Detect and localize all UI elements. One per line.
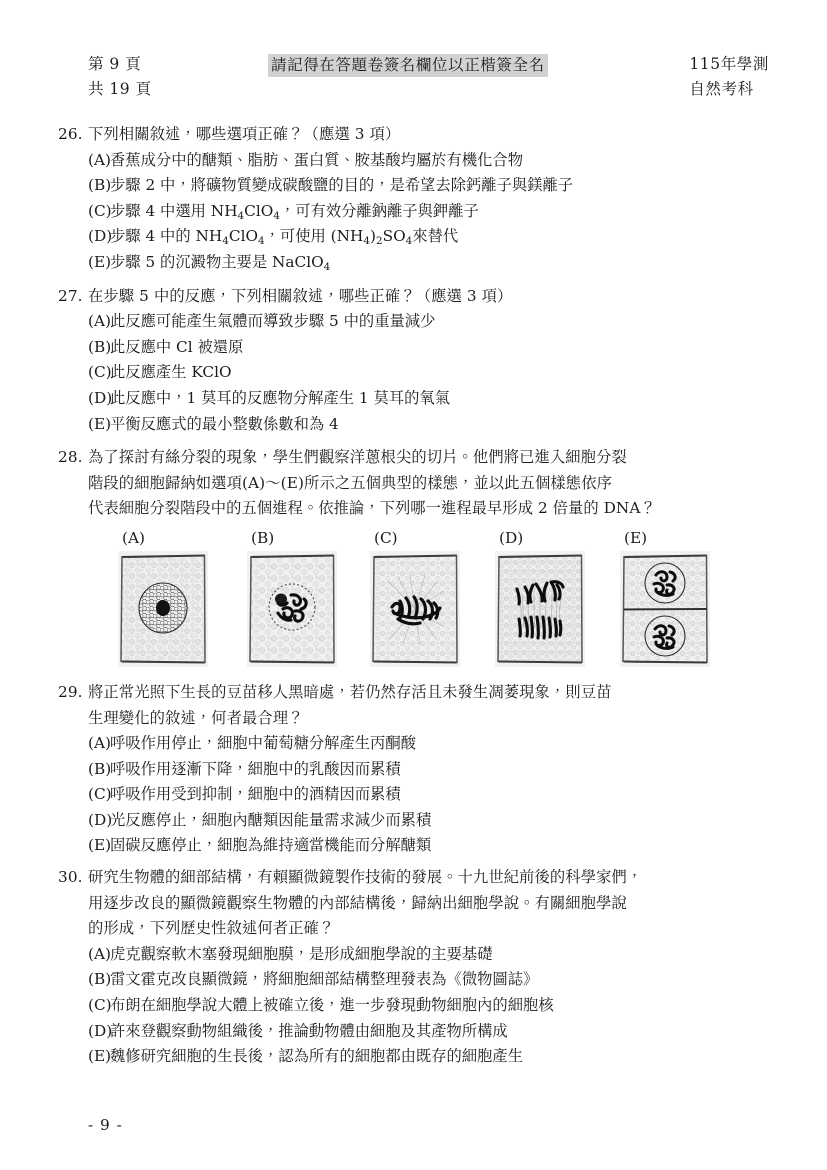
cell-diagram-interphase (118, 551, 208, 667)
option-27-b[interactable] (88, 335, 769, 361)
option-26-e[interactable] (88, 250, 769, 276)
mitosis-figure-row (0, 528, 827, 680)
cell-svg-e (620, 551, 710, 667)
question-28-stem-line-2: 階段的細胞歸納如選項(A)～(E)所示之五個典型的樣態，並以此五個樣態依序 (88, 473, 612, 492)
mitosis-figure-b-label: (B) (251, 528, 275, 547)
option-29-c-tag: (C) (88, 785, 112, 804)
question-26-stem (58, 122, 769, 148)
option-29-a[interactable] (88, 731, 769, 757)
question-26-options (88, 148, 769, 276)
exam-year-label: 115年學測 (689, 55, 769, 73)
cell-svg-c (370, 551, 460, 667)
cell-svg-a (118, 551, 208, 667)
option-29-c[interactable] (88, 782, 769, 808)
option-29-d-text: 光反應停止，細胞內醣類因能量需求減少而累積 (110, 810, 432, 829)
option-26-b-tag: (B) (88, 176, 112, 195)
option-26-b[interactable] (88, 173, 769, 199)
option-29-b[interactable] (88, 757, 769, 783)
mitosis-figure-a (118, 528, 208, 667)
question-28-stem-line-1: 為了探討有絲分裂的現象，學生們觀察洋蔥根尖的切片。他們將已進入細胞分裂 (88, 448, 627, 467)
cell-diagram-anaphase (495, 551, 585, 667)
option-30-a-text: 虎克觀察軟木塞發現細胞膜，是形成細胞學說的主要基礎 (110, 944, 493, 963)
question-30-stem (58, 865, 769, 942)
option-30-a-tag: (A) (88, 944, 111, 963)
question-27 (0, 284, 827, 438)
option-30-c[interactable] (88, 993, 769, 1019)
option-27-a-text: 此反應可能產生氣體而導致步驟 5 中的重量減少 (110, 312, 436, 331)
option-30-e-tag: (E) (88, 1047, 112, 1066)
question-29 (0, 680, 827, 859)
question-27-number: 27. (58, 286, 83, 305)
option-30-e-text: 魏修研究細胞的生長後，認為所有的細胞都由既存的細胞產生 (110, 1047, 524, 1066)
option-29-e-text: 固碳反應停止，細胞為維持適當機能而分解醣類 (110, 836, 432, 855)
spacer-26-27 (0, 276, 827, 284)
question-29-stem (58, 680, 769, 731)
question-30-stem-line-3: 的形成，下列歷史性敘述何者正確？ (88, 919, 335, 938)
question-30-stem-line-2: 用逐步改良的顯微鏡觀察生物體的內部結構後，歸納出細胞學說。有關細胞學說 (88, 893, 627, 912)
option-30-b-text: 雷文霍克改良顯微鏡，將細胞細部結構整理發表為《微物圖誌》 (110, 970, 539, 989)
option-30-d-text: 許來登觀察動物組織後，推論動物體由細胞及其產物所構成 (110, 1021, 508, 1040)
cell-diagram-prophase (247, 551, 337, 667)
mitosis-figure-d-label: (D) (499, 528, 524, 547)
footer-page-marker: - 9 - (88, 1116, 123, 1134)
option-29-d-tag: (D) (88, 810, 113, 829)
option-26-a-text: 香蕉成分中的醣類、脂肪、蛋白質、胺基酸均屬於有機化合物 (110, 150, 524, 169)
question-28 (0, 445, 827, 522)
question-30-number: 30. (58, 868, 83, 887)
option-26-e-text: 步驟 5 的沉澱物主要是 NaClO$_4$ (110, 252, 331, 273)
option-27-d-text: 此反應中，1 莫耳的反應物分解產生 1 莫耳的氧氣 (110, 388, 450, 407)
option-27-b-text: 此反應中 Cl 被還原 (110, 337, 244, 356)
cell-diagram-telophase (620, 551, 710, 667)
option-29-a-text: 呼吸作用停止，細胞中葡萄糖分解產生丙酮酸 (110, 734, 416, 753)
option-26-d-tag: (D) (88, 227, 113, 246)
option-29-c-text: 呼吸作用受到抑制，細胞中的酒精因而累積 (110, 785, 401, 804)
cell-plate (624, 609, 707, 610)
question-28-stem-line-3: 代表細胞分裂階段中的五個進程。依推論，下列哪一進程最早形成 2 倍量的 DNA？ (88, 499, 656, 518)
question-29-stem-line-1: 將正常光照下生長的豆苗移人黑暗處，若仍然存活且未發生凋萎現象，則豆苗 (88, 682, 612, 701)
question-29-options (88, 731, 769, 859)
question-27-stem-line-1: 在步驟 5 中的反應，下列相關敘述，哪些正確？（應選 3 項） (88, 286, 513, 305)
mitosis-figure-d (495, 528, 585, 667)
spacer-27-28 (0, 437, 827, 445)
option-27-a-tag: (A) (88, 312, 111, 331)
cell-svg-b (247, 551, 337, 667)
question-27-stem (58, 284, 769, 310)
option-26-e-tag: (E) (88, 252, 112, 271)
question-29-stem-line-2: 生理變化的敘述，何者最合理？ (88, 708, 304, 727)
mitosis-figure-c (370, 528, 460, 667)
option-27-a[interactable] (88, 309, 769, 335)
mitosis-figure-c-label: (C) (374, 528, 398, 547)
option-27-e-tag: (E) (88, 414, 112, 433)
option-26-a[interactable] (88, 148, 769, 174)
option-29-a-tag: (A) (88, 734, 111, 753)
option-27-c[interactable] (88, 360, 769, 386)
option-26-a-tag: (A) (88, 150, 111, 169)
cell-svg-d (495, 551, 585, 667)
question-28-number: 28. (58, 448, 83, 467)
option-29-b-text: 呼吸作用逐漸下降，細胞中的乳酸因而累積 (110, 759, 401, 778)
option-27-e[interactable] (88, 412, 769, 438)
option-27-d-tag: (D) (88, 388, 113, 407)
option-30-b[interactable] (88, 967, 769, 993)
question-27-options (88, 309, 769, 437)
option-26-b-text: 步驟 2 中，將礦物質變成碳酸鹽的目的，是希望去除鈣離子與鎂離子 (110, 176, 574, 195)
option-26-d-text: 步驟 4 中的 $NH_4ClO_4$，可使用 $(NH_4)_2SO_4$來替代 (110, 227, 459, 248)
mitosis-figure-a-label: (A) (122, 528, 145, 547)
option-26-c-tag: (C) (88, 201, 112, 220)
question-26 (0, 122, 827, 276)
option-30-d[interactable] (88, 1019, 769, 1045)
exam-subject-label: 自然考科 (689, 80, 754, 98)
question-29-number: 29. (58, 682, 83, 701)
option-27-e-text: 平衡反應式的最小整數係數和為 4 (110, 414, 339, 433)
mitosis-figure-e-label: (E) (624, 528, 648, 547)
option-30-c-tag: (C) (88, 996, 112, 1015)
option-30-e[interactable] (88, 1044, 769, 1070)
option-27-c-tag: (C) (88, 363, 112, 382)
option-26-d[interactable] (88, 224, 769, 250)
option-27-d[interactable] (88, 386, 769, 412)
option-29-e-tag: (E) (88, 836, 112, 855)
option-29-d[interactable] (88, 808, 769, 834)
option-30-b-tag: (B) (88, 970, 112, 989)
mitosis-figure-b (247, 528, 337, 667)
question-list (0, 122, 827, 1070)
option-26-c[interactable] (88, 199, 769, 225)
exam-info-block (689, 52, 769, 102)
question-26-number: 26. (58, 125, 83, 143)
option-30-c-text: 布朗在細胞學說大體上被確立後，進一步發現動物細胞內的細胞核 (110, 996, 554, 1015)
cell-diagram-metaphase (370, 551, 460, 667)
mitosis-figure-e (620, 528, 710, 667)
option-29-e[interactable] (88, 833, 769, 859)
option-30-d-tag: (D) (88, 1021, 113, 1040)
page-header (0, 52, 827, 102)
page-number-block (88, 52, 152, 102)
option-30-a[interactable] (88, 942, 769, 968)
question-28-stem (58, 445, 769, 522)
question-30-options (88, 942, 769, 1070)
option-29-b-tag: (B) (88, 759, 112, 778)
option-27-c-text: 此反應產生 KClO (110, 363, 232, 382)
page-footer (0, 1116, 827, 1134)
page-current-label: 第 9 頁 (88, 55, 142, 73)
question-26-stem-line-1: 下列相關敘述，哪些選項正確？（應選 3 項） (88, 125, 401, 143)
option-26-c-text: 步驟 4 中選用 $NH_4ClO_4$，可有效分離鈉離子與鉀離子 (110, 201, 479, 222)
question-30-stem-line-1: 研究生物體的細部結構，有賴顯微鏡製作技術的發展。十九世紀前後的科學家們， (88, 868, 643, 887)
question-30 (0, 865, 827, 1070)
page-total-label: 共 19 頁 (88, 80, 152, 98)
signature-notice-banner: 請記得在答題卷簽名欄位以正楷簽全名 (268, 54, 548, 77)
option-27-b-tag: (B) (88, 337, 112, 356)
